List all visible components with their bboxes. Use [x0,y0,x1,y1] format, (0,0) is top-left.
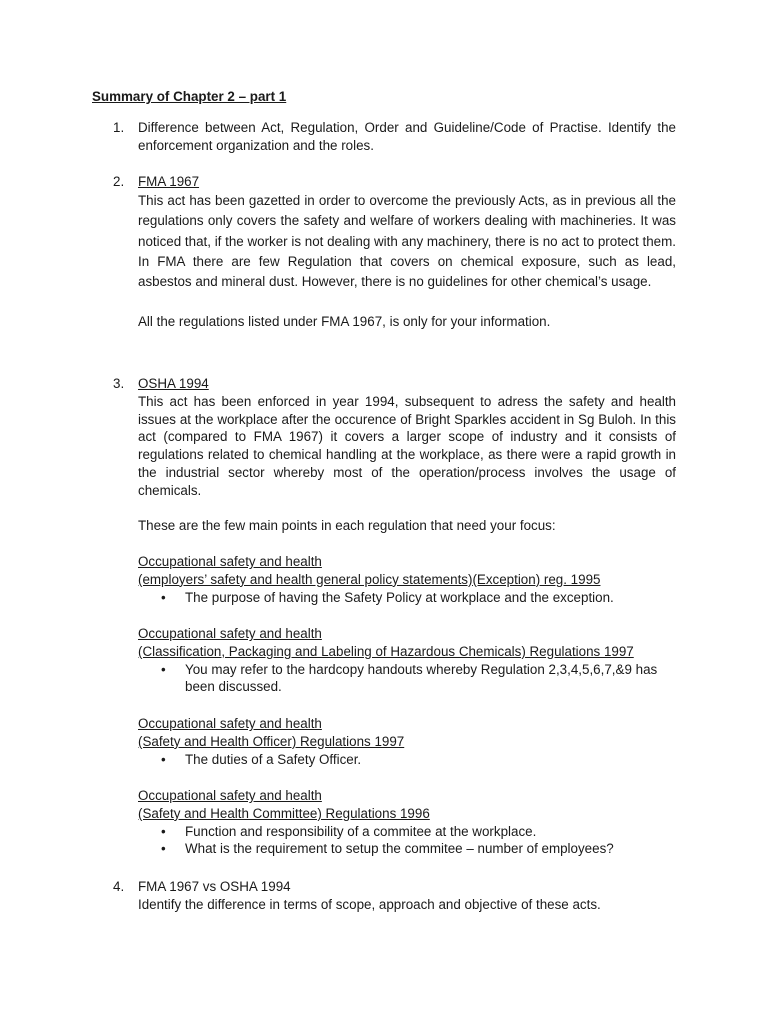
bullet-list [138,751,676,769]
section-heading-osha: OSHA 1994 [138,376,209,391]
regulation-title-line2: (Safety and Health Officer) Regulations 1997 [138,733,405,749]
bullet-text: The purpose of having the Safety Policy at workplace and the exception. [185,589,614,605]
bullet-item [138,840,676,858]
bullet-icon: • [161,661,166,677]
section-heading-comparison: FMA 1967 vs OSHA 1994 [138,879,291,894]
bullet-list [138,589,676,607]
item-number: 1. [113,120,125,135]
bullet-text: The duties of a Safety Officer. [185,751,362,767]
bullet-item [138,661,676,697]
list-item-2 [113,173,676,331]
osha-focus-intro: These are the few main points in each regulation that need your focus: [138,517,556,533]
list-item-3 [113,375,676,534]
bullet-icon: • [161,823,166,839]
regulation-title-line1: Occupational safety and health [138,716,322,731]
osha-paragraph: This act has been enforced in year 1994, subsequent to adress the safety and health issues at the workplace after the occurence of Bright Sparkles accident in Sg Buloh. In this act (compared to FMA 1967) it covers a larger scope of industry and it consists of regulations related to chemical handling at the workplace, as there were a rapid growth in the industrial sector whereby most of the operation/process involves the usage of chemicals. [138,393,676,498]
list-item-4 [113,878,676,914]
bullet-list [138,661,676,697]
regulation-title-line1: Occupational safety and health [138,788,322,803]
bullet-item [138,823,676,841]
regulation-title-line1: Occupational safety and health [138,554,322,569]
fma-note: All the regulations listed under FMA 1967, is only for your information. [138,313,551,329]
fma-paragraph: This act has been gazetted in order to overcome the previously Acts, as in previous all the regulations only covers the safety and welfare of workers dealing with machineries. It was noticed that, if the worker is not dealing with any machinery, there is no act to protect them. In FMA there are few Regulation that covers on chemical exposure, such as lead, asbestos and mineral dust. However, there is no guidelines for other chemical’s usage. [138,192,676,290]
section-heading-fma: FMA 1967 [138,174,200,189]
bullet-icon: • [161,751,166,767]
item-number: 4. [113,879,125,894]
regulation-block [113,787,676,858]
regulation-block [113,715,676,768]
item-number: 2. [113,174,125,189]
page-title: Summary of Chapter 2 – part 1 [92,89,287,104]
regulation-block [113,553,676,606]
regulation-title-line2: (Safety and Health Committee) Regulations 1996 [138,805,430,821]
bullet-item [138,589,676,607]
regulation-title-line1: Occupational safety and health [138,626,322,641]
bullet-icon: • [161,589,166,605]
list-item-1 [113,119,676,155]
item-1-text: Difference between Act, Regulation, Order and Guideline/Code of Practise. Identify the enforcement organization and the roles. [138,120,676,153]
regulation-title-line2: (employers’ safety and health general policy statements)(Exception) reg. 1995 [138,571,601,587]
item-number: 3. [113,376,125,391]
regulation-title-line2: (Classification, Packaging and Labeling of Hazardous Chemicals) Regulations 1997 [138,643,634,659]
comparison-text: Identify the difference in terms of scope, approach and objective of these acts. [138,896,601,912]
regulation-block [113,625,676,696]
bullet-item [138,751,676,769]
bullet-text: What is the requirement to setup the commitee – number of employees? [185,841,614,857]
bullet-icon: • [161,841,166,857]
bullet-text: You may refer to the hardcopy handouts whereby Regulation 2,3,4,5,6,7,&9 has been discussed. [185,661,658,695]
bullet-text: Function and responsibility of a commitee at the workplace. [185,823,537,839]
bullet-list [138,823,676,859]
